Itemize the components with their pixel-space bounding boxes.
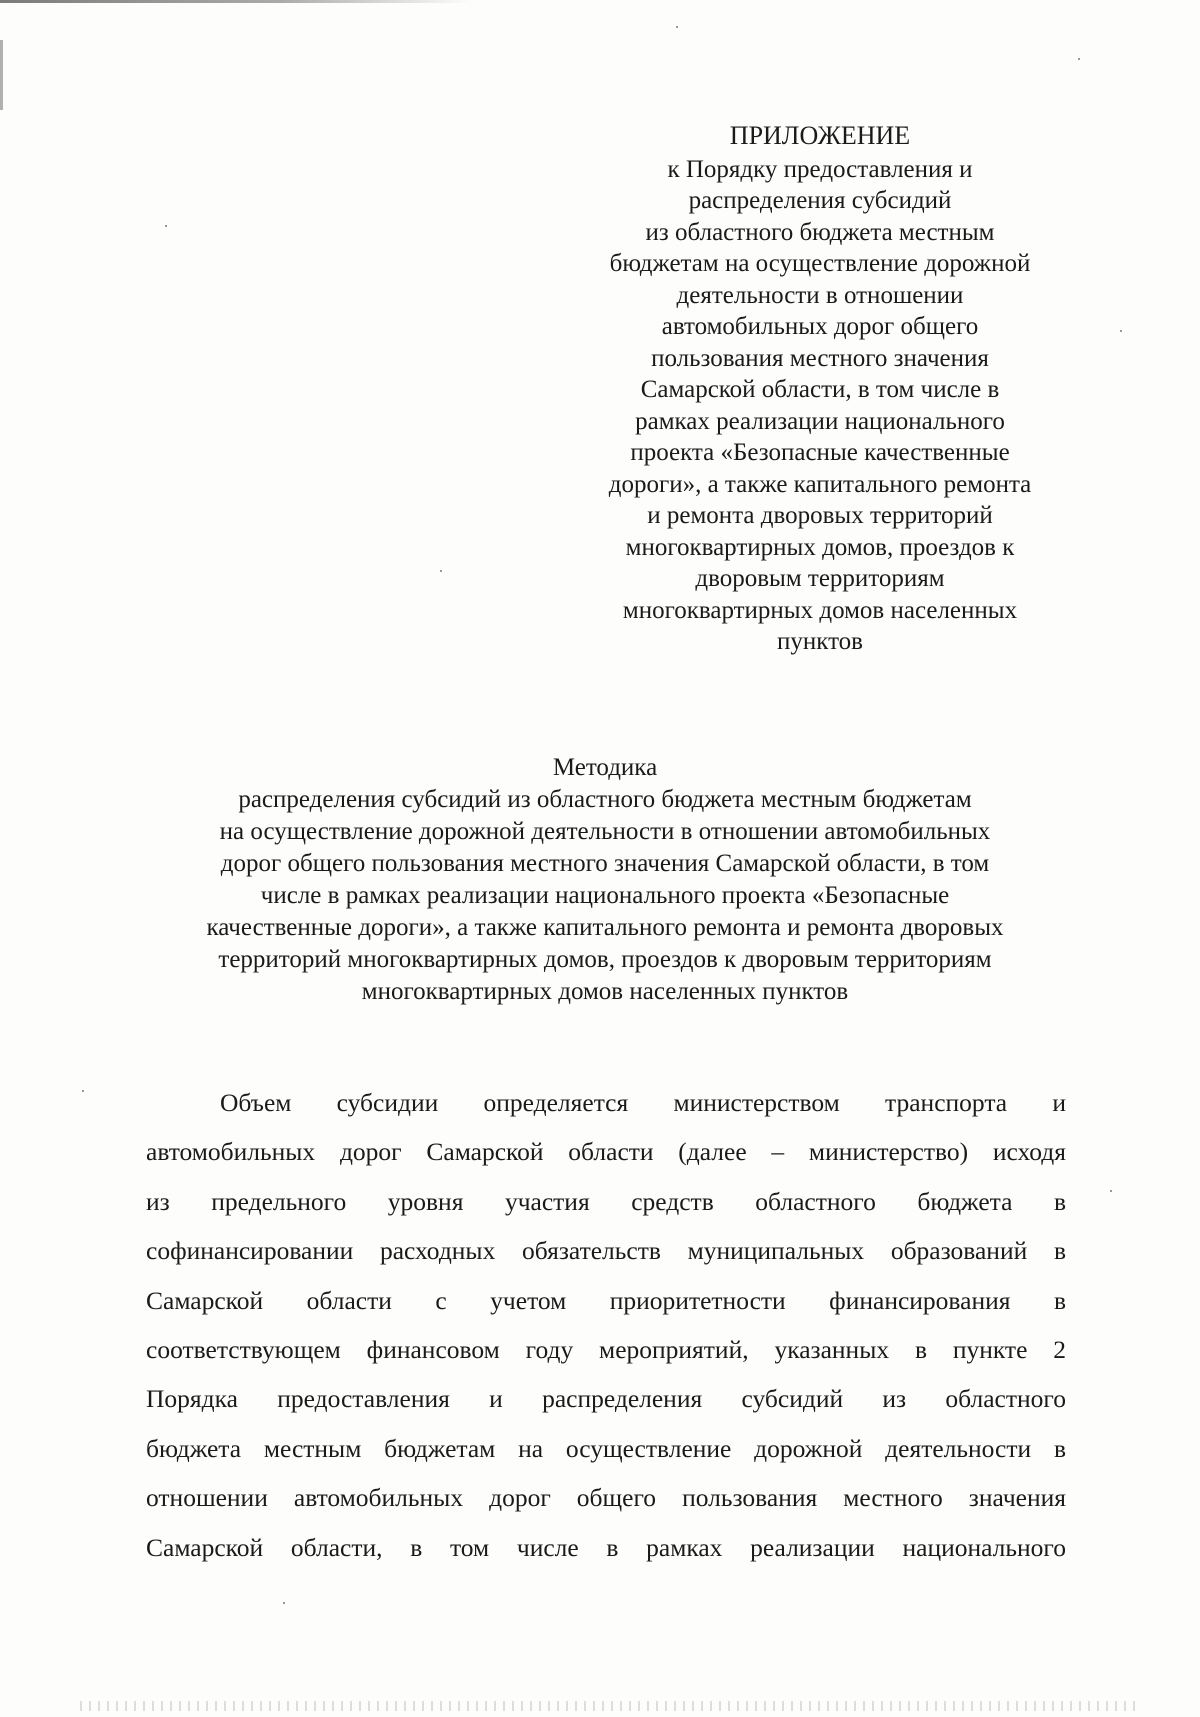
body-line: автомобильных дорог Самарской области (далее – министерство) исходя [146, 1137, 1066, 1167]
scan-speck [283, 1602, 285, 1604]
body-line: софинансировании расходных обязательств муниципальных образований в [146, 1236, 1066, 1266]
body-line: Самарской области с учетом приоритетности финансирования в [146, 1285, 1066, 1315]
appendix-text: к Порядку предоставления и распределения субсидий из областного бюджета местным бюджетам на осуществление дорожной деятельности в отношении автомобильных дорог общего пользования местного значения Самарской области, в том числе в рамках реализации национального проекта «Безопасные качественные дороги», а также капитального ремонта и ремонта дворовых территорий многоквартирных домов, проездов к дворовым территориям многоквартирных домов населенных пунктов [608, 155, 1032, 655]
methodology-subtitle: распределения субсидий из областного бюджета местным бюджетам на осуществление дорожной деятельности в отношении автомобильных дорог общего пользования местного значения Самарской области, в том числе в рамках реализации национального проекта «Безопасные качественные дороги», а также капитального ремонта и ремонта дворовых территорий многоквартирных домов, проездов к дворовым территориям многоквартирных домов населенных пунктов [206, 786, 1004, 1005]
methodology-title: Методика [552, 754, 658, 781]
scan-speck [440, 570, 442, 572]
scan-edge-artifact [0, 0, 470, 3]
scan-speck [82, 1090, 84, 1092]
appendix-block [575, 120, 1065, 658]
scan-speck [676, 26, 678, 28]
scan-edge-artifact [0, 40, 3, 110]
body-line: Самарской области, в том числе в рамках реализации национального [146, 1532, 1066, 1562]
body-line: Порядка предоставления и распределения субсидий из областного [146, 1384, 1066, 1414]
body-line: отношении автомобильных дорог общего пользования местного значения [146, 1483, 1066, 1513]
scan-speck [165, 225, 167, 227]
body-line: из предельного уровня участия средств областного бюджета в [146, 1186, 1066, 1216]
scan-speck [1078, 58, 1080, 60]
body-paragraph [146, 1078, 1066, 1572]
scan-speck [1120, 330, 1122, 332]
methodology-block [140, 752, 1070, 1008]
body-line: бюджета местным бюджетам на осуществление дорожной деятельности в [146, 1433, 1066, 1463]
appendix-title: ПРИЛОЖЕНИЕ [729, 121, 911, 150]
body-line: соответствующем финансовом году мероприятий, указанных в пункте 2 [146, 1334, 1066, 1364]
scan-noise [80, 1701, 1140, 1711]
body-line: Объем субсидии определяется министерством транспорта и [220, 1088, 1066, 1117]
scan-speck [1110, 1190, 1112, 1192]
